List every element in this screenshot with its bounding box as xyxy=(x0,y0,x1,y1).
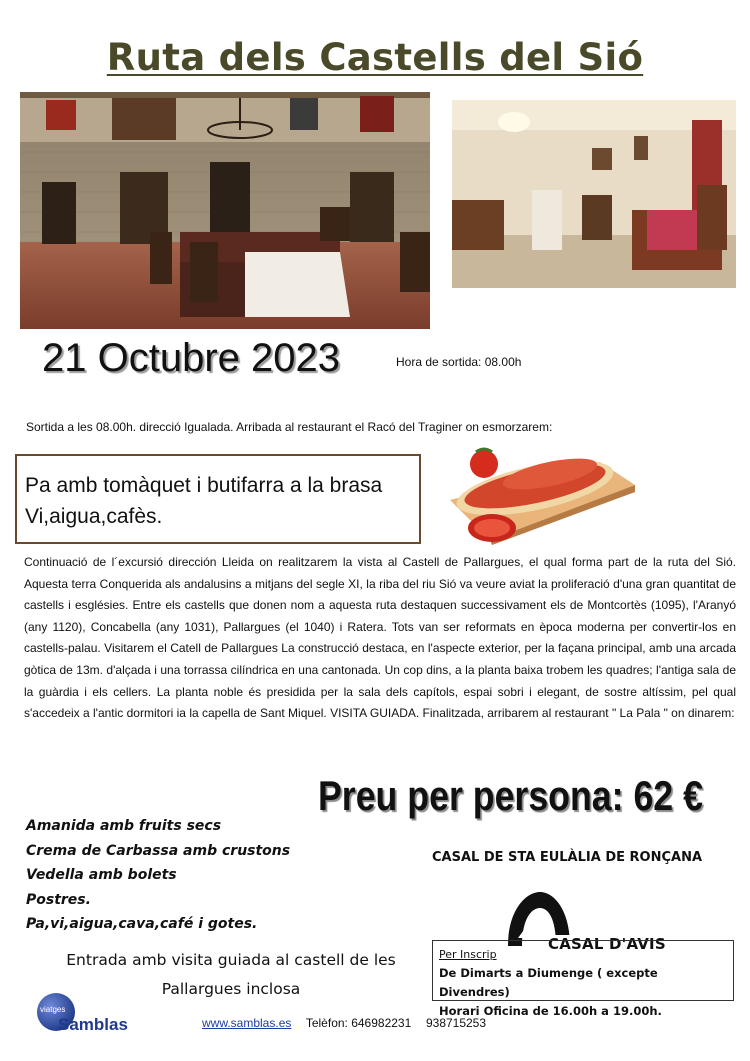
website-link[interactable]: www.samblas.es xyxy=(202,1016,292,1030)
castle-hall-photo xyxy=(20,92,430,329)
entrance-note: Entrada amb visita guiada al castell de les Pallargues inclosa xyxy=(66,951,396,998)
organizer-name: CASAL DE STA EULÀLIA DE RONÇANA xyxy=(432,850,703,865)
menu-item: Vedella amb bolets xyxy=(26,867,177,883)
registration-label: Per Inscrip xyxy=(439,948,497,961)
breakfast-line-2: Vi,aigua,cafès. xyxy=(25,505,163,528)
samblas-logo xyxy=(36,992,136,1036)
lunch-menu xyxy=(26,814,290,937)
menu-item: Postres. xyxy=(26,891,91,908)
breakfast-box xyxy=(15,454,421,544)
registration-info xyxy=(432,940,734,1018)
phone-2: 938715253 xyxy=(425,1016,487,1030)
event-date: 21 Octubre 2023 xyxy=(42,336,340,380)
footer xyxy=(202,1016,486,1030)
trip-description: Continuació de l´excursió dirección Lleida on realitzarem la vista al Castell de Pallargues, el qual forma part de la ruta del Sió. Aquesta terra Conquerida als andalusins a mitjans del segle XI, la riba del riu Sió va veure aviat la proliferació d'una gran quantitat de castells i esglésies. Entre els castells que donen nom a aquesta ruta destaquen successivament els de Montcortès (1095), l'Aranyó (any 1120), Concabella (any 1031), Pallargues (el 1040) i Ratera. Tots van ser reformats en època moderna per convertir-los en castells-palau. Visitarem el Catell de Pallargues La construcció destaca, en l'aspecte exterior, per la façana principal, amb una arcada gòtica de 13m. d'alçada i una torrassa cilíndrica en una cantonada. Un cop dins, a la planta baixa trobem les quadres; l'antiga sala de la guàrdia i els cellers. La planta noble és presidida per la sala dels capítols, espai sobri i elegant, de sostre altíssim, pel qual s'accedeix a l'antic dormitori ia la capella de Sant Miquel. VISITA GUIADA. Finalitzada, arribarem al restaurant " La Pala " on dinarem: xyxy=(24,555,736,721)
departure-time: Hora de sortida: 08.00h xyxy=(396,355,522,369)
samblas-logo-small: viatges xyxy=(40,1005,66,1014)
registration-days: De Dimarts a Diumenge ( excepte Divendres) xyxy=(439,966,658,999)
price-per-person: Preu per persona: 62 € xyxy=(318,772,703,819)
phone-1: Telèfon: 646982231 xyxy=(305,1016,412,1030)
menu-item: Amanida amb fruits secs xyxy=(26,818,222,834)
page-title: Ruta dels Castells del Sió xyxy=(106,36,644,79)
tomato-bread-image xyxy=(440,440,635,545)
menu-item: Pa,vi,aigua,cava,café i gotes. xyxy=(26,916,258,932)
registration-hours: Horari Oficina de 16.00h a 19.00h. xyxy=(439,1004,662,1018)
samblas-logo-big: Samblas xyxy=(58,1015,128,1034)
menu-item: Crema de Carbassa amb crustons xyxy=(26,842,291,859)
intro-text: Sortida a les 08.00h. direcció Igualada. Arribada al restaurant el Racó del Traginer on esmorzarem: xyxy=(26,420,553,434)
breakfast-line-1: Pa amb tomàquet i butifarra a la brasa xyxy=(25,474,383,497)
casal-davis-logo-text: CASAL D'AVIS xyxy=(548,935,666,953)
bedroom-photo xyxy=(452,100,736,288)
